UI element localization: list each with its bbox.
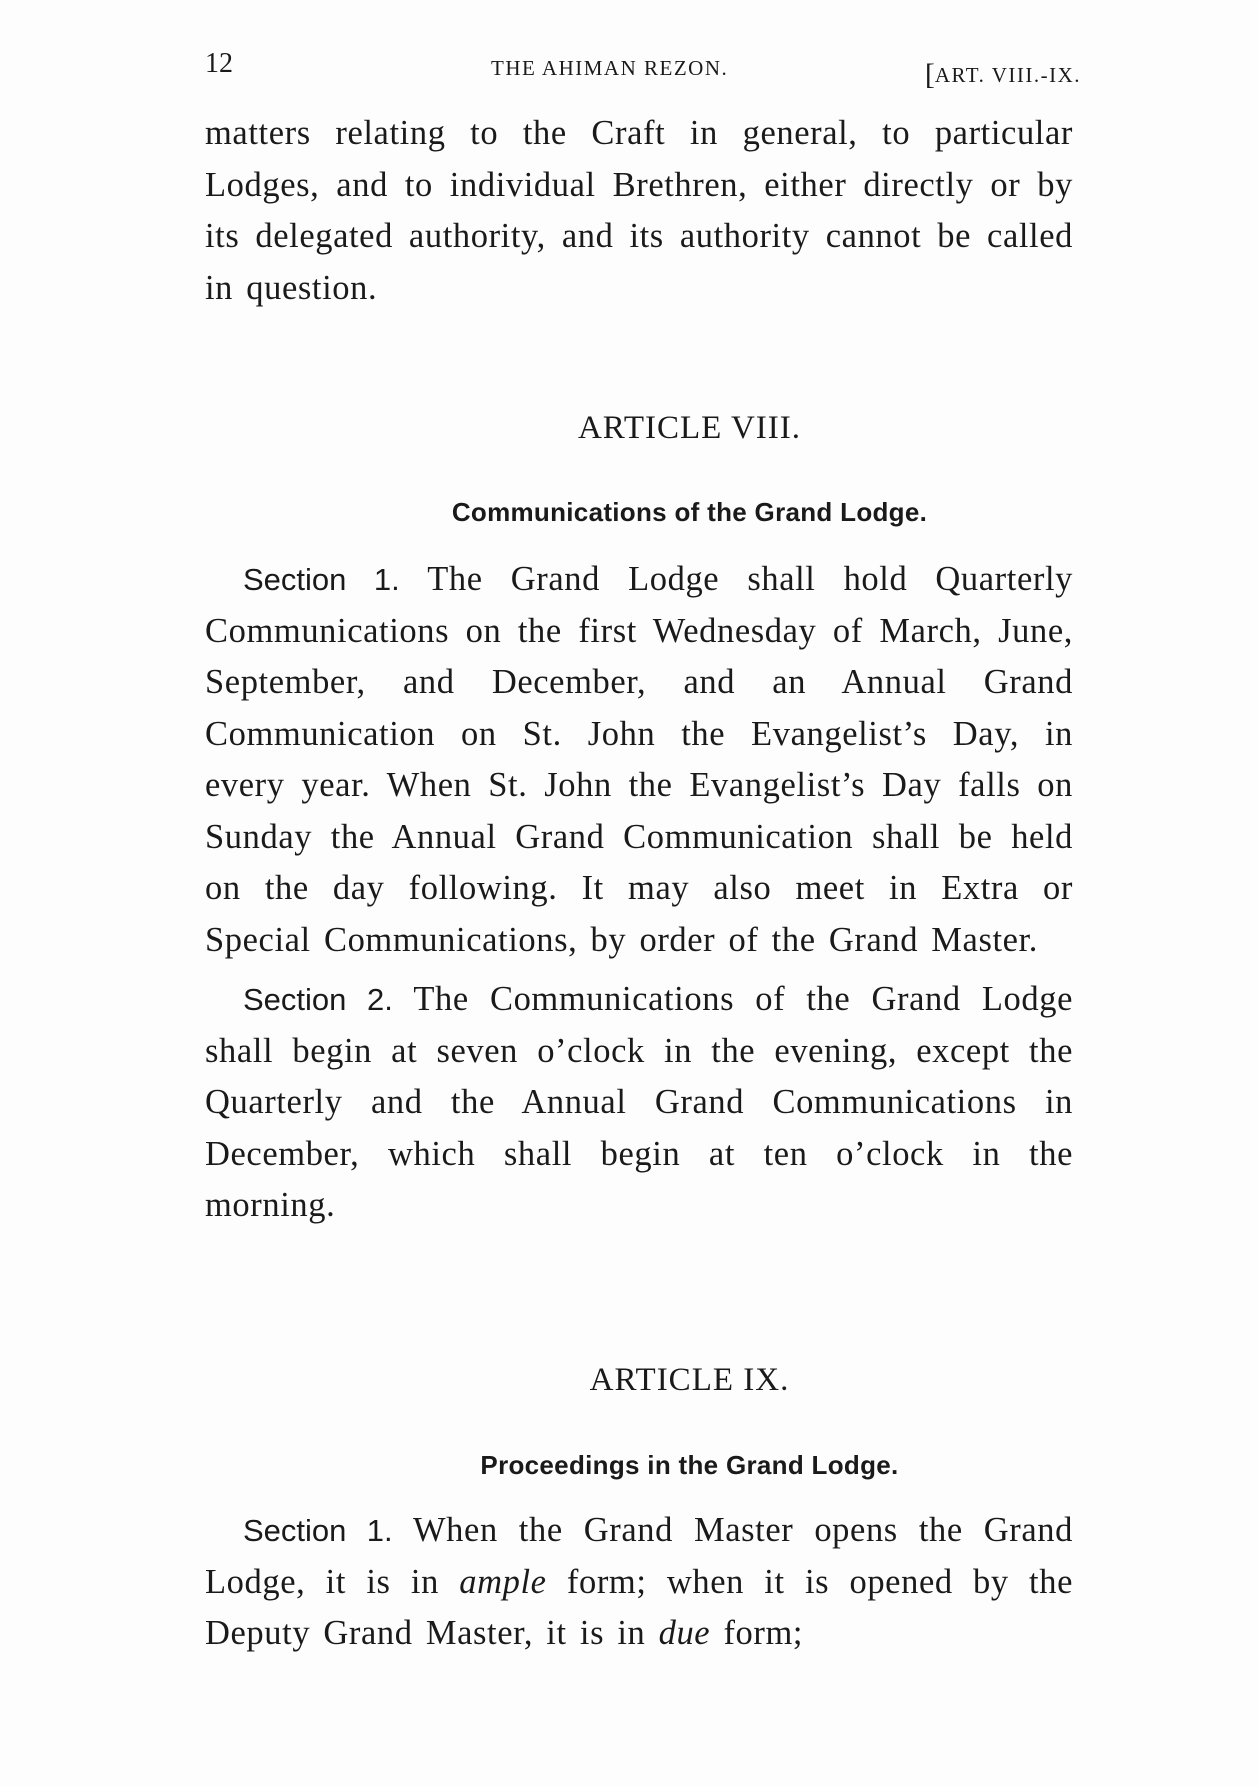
section-label: Section 1. xyxy=(243,562,400,597)
intro-paragraph-block xyxy=(205,108,1073,314)
page-number: 12 xyxy=(205,48,233,79)
article-9-subheading: Proceedings in the Grand Lodge. xyxy=(480,1450,899,1480)
intro-paragraph: matters relating to the Craft in general, to particular Lodges, and to individual Brethren, either directly or by its delegated authority, and its authority cannot be called in question. xyxy=(205,114,1073,307)
article-9-heading: ARTICLE IX. xyxy=(589,1362,790,1398)
italic-due: due xyxy=(658,1614,711,1652)
section-label: Section 1. xyxy=(243,1513,393,1548)
italic-ample: ample xyxy=(459,1562,547,1601)
section-text: The Grand Lodge shall hold Quarterly Communications on the first Wednesday of March, June, September, and December, and an Annual Grand Communication on St. John the Evangelist’s Day, in every year. When St. John the Evangelist’s Day falls on Sunday the Annual Grand Communication shall be held on the day following. It may also meet in Extra or Special Communications, by order of the Grand Master. xyxy=(205,560,1073,959)
article-range xyxy=(925,56,1081,90)
article-8-section-2 xyxy=(205,974,1073,1232)
article-range-text: ART. VIII.-IX. xyxy=(934,63,1081,87)
running-head xyxy=(205,48,1081,91)
section-text-c: form; xyxy=(723,1614,804,1652)
article-8-subheading: Communications of the Grand Lodge. xyxy=(451,497,928,527)
section-text: The Communications of the Grand Lodge shall begin at seven o’clock in the evening, except the Quarterly and the Annual Grand Communications in December, which shall begin at ten o’clock in the morning. xyxy=(205,980,1073,1224)
article-9-section-1 xyxy=(205,1505,1073,1660)
article-8-section-1 xyxy=(205,554,1073,966)
article-range-bracket: [ xyxy=(924,58,935,91)
book-title: THE AHIMAN REZON. xyxy=(491,56,729,80)
section-label: Section 2. xyxy=(243,982,393,1017)
article-9-body xyxy=(205,1505,1073,1660)
article-8-heading: ARTICLE VIII. xyxy=(577,410,802,446)
section-text-a: When the Grand Master opens the Grand Lodge, it is in xyxy=(205,1511,1073,1601)
section-text-b: form; when it is opened by the Deputy Grand Master, it is in xyxy=(205,1562,1073,1652)
article-8-body xyxy=(205,554,1073,1232)
